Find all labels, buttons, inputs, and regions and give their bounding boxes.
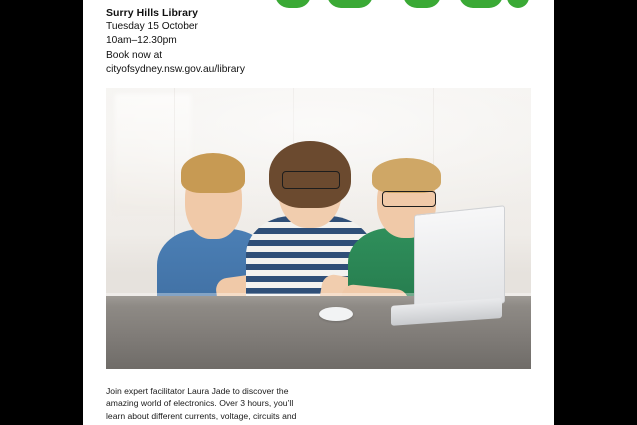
children-with-laptop-photo <box>106 88 531 369</box>
event-details-block <box>106 6 406 77</box>
event-venue: Surry Hills Library <box>106 7 198 19</box>
photo-scene <box>106 88 531 369</box>
green-shape-icon <box>507 0 529 8</box>
body-copy-line-2: amazing world of electronics. Over 3 hours, you’ll <box>106 398 294 409</box>
letterbox-right <box>554 0 637 425</box>
green-shape-icon <box>459 0 503 8</box>
event-date: Tuesday 15 October <box>106 21 198 33</box>
glasses-icon <box>382 191 436 207</box>
booking-url[interactable]: cityofsydney.nsw.gov.au/library <box>106 63 245 75</box>
laptop-screen <box>414 205 505 312</box>
child-left-hair <box>181 153 245 193</box>
document-page <box>83 0 554 425</box>
body-copy-line-1: Join expert facilitator Laura Jade to discover the <box>106 386 289 396</box>
event-time: 10am–12.30pm <box>106 35 177 47</box>
booking-label: Book now at <box>106 49 163 61</box>
computer-mouse <box>319 307 353 321</box>
body-copy <box>106 385 368 422</box>
green-shape-icon <box>403 0 441 8</box>
body-copy-line-3: learn about different currents, voltage, circuits and <box>106 410 297 421</box>
letterbox-left <box>0 0 83 425</box>
glasses-icon <box>282 171 340 189</box>
child-right-hair <box>372 158 441 193</box>
